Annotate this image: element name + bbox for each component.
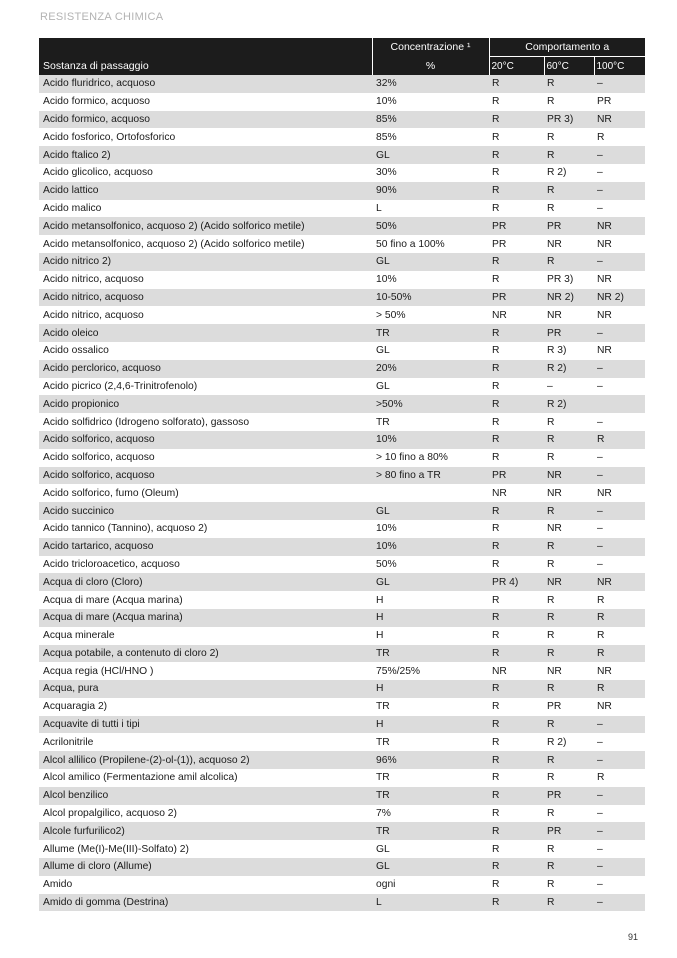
table-row (39, 324, 645, 342)
cell-temp-100: – (594, 858, 645, 876)
cell-substance: Acqua di cloro (Cloro) (39, 573, 372, 591)
table-row (39, 627, 645, 645)
cell-substance: Acqua di mare (Acqua marina) (39, 591, 372, 609)
cell-temp-100: R (594, 680, 645, 698)
cell-temp-60: PR (544, 217, 594, 235)
cell-temp-60: PR (544, 822, 594, 840)
cell-temp-60: R (544, 253, 594, 271)
cell-substance: Acido solfidrico (Idrogeno solforato), gassoso (39, 413, 372, 431)
cell-temp-100: NR (594, 111, 645, 129)
cell-temp-20: R (489, 342, 544, 360)
cell-temp-60: R (544, 413, 594, 431)
cell-concentration: L (372, 200, 489, 218)
cell-substance: Alcol amilico (Fermentazione amil alcolica) (39, 769, 372, 787)
cell-concentration: 50% (372, 217, 489, 235)
cell-temp-20: R (489, 253, 544, 271)
cell-concentration: H (372, 627, 489, 645)
table-row (39, 93, 645, 111)
cell-temp-60: R 2) (544, 733, 594, 751)
cell-temp-20: R (489, 876, 544, 894)
cell-concentration: TR (372, 324, 489, 342)
cell-temp-20: R (489, 200, 544, 218)
page-number: 91 (628, 932, 639, 942)
cell-substance: Acquaragia 2) (39, 698, 372, 716)
cell-temp-20: R (489, 413, 544, 431)
cell-temp-20: NR (489, 306, 544, 324)
cell-temp-20: R (489, 538, 544, 556)
header-blank (39, 38, 372, 57)
cell-concentration: > 50% (372, 306, 489, 324)
cell-temp-60: PR 3) (544, 271, 594, 289)
cell-concentration: GL (372, 858, 489, 876)
cell-concentration: 10% (372, 431, 489, 449)
cell-substance: Acquavite di tutti i tipi (39, 716, 372, 734)
cell-concentration: > 80 fino a TR (372, 467, 489, 485)
cell-temp-60: R (544, 538, 594, 556)
cell-temp-20: R (489, 93, 544, 111)
cell-temp-20: R (489, 840, 544, 858)
cell-substance: Acido solforico, acquoso (39, 449, 372, 467)
table-row (39, 876, 645, 894)
cell-temp-100: PR (594, 93, 645, 111)
cell-concentration: L (372, 894, 489, 912)
cell-temp-60: R (544, 431, 594, 449)
cell-substance: Acido glicolico, acquoso (39, 164, 372, 182)
cell-temp-20: PR 4) (489, 573, 544, 591)
cell-temp-60: R (544, 627, 594, 645)
cell-concentration: >50% (372, 395, 489, 413)
table-row (39, 538, 645, 556)
cell-concentration: 30% (372, 164, 489, 182)
table-row (39, 342, 645, 360)
cell-temp-60: R (544, 556, 594, 574)
table-row (39, 680, 645, 698)
cell-temp-60: NR (544, 573, 594, 591)
cell-temp-60: R (544, 716, 594, 734)
table-row (39, 484, 645, 502)
table-row (39, 573, 645, 591)
cell-temp-20: R (489, 360, 544, 378)
table-row (39, 502, 645, 520)
cell-temp-60: NR 2) (544, 289, 594, 307)
cell-temp-100: – (594, 822, 645, 840)
cell-substance: Acido nitrico, acquoso (39, 306, 372, 324)
header-concentration: Concentrazione ¹ (372, 38, 489, 57)
cell-concentration: 50% (372, 556, 489, 574)
cell-temp-20: NR (489, 662, 544, 680)
cell-concentration: GL (372, 840, 489, 858)
table-row (39, 271, 645, 289)
section-title: RESISTENZA CHIMICA (40, 11, 164, 23)
cell-concentration: 85% (372, 128, 489, 146)
table-row (39, 520, 645, 538)
cell-temp-60: R (544, 769, 594, 787)
cell-substance: Acido metansolfonico, acquoso 2) (Acido solforico metile) (39, 235, 372, 253)
table-row (39, 840, 645, 858)
cell-temp-100: R (594, 128, 645, 146)
cell-temp-100: R (594, 627, 645, 645)
cell-temp-60: R (544, 146, 594, 164)
header-temp-100: 100°C (594, 57, 645, 76)
cell-concentration: 20% (372, 360, 489, 378)
cell-temp-60: R 2) (544, 164, 594, 182)
cell-concentration: H (372, 591, 489, 609)
cell-temp-100: – (594, 449, 645, 467)
cell-temp-20: R (489, 894, 544, 912)
cell-concentration: GL (372, 502, 489, 520)
table-row (39, 378, 645, 396)
cell-temp-100: – (594, 840, 645, 858)
cell-temp-60: R (544, 128, 594, 146)
cell-substance: Alcol allilico (Propilene-(2)-ol-(1)), acquoso 2) (39, 751, 372, 769)
cell-substance: Acido metansolfonico, acquoso 2) (Acido solforico metile) (39, 217, 372, 235)
cell-substance: Acqua di mare (Acqua marina) (39, 609, 372, 627)
cell-concentration: GL (372, 146, 489, 164)
cell-concentration: 10% (372, 538, 489, 556)
cell-substance: Acido oleico (39, 324, 372, 342)
table-row (39, 662, 645, 680)
table-row (39, 111, 645, 129)
cell-temp-60: PR (544, 698, 594, 716)
cell-temp-60: R (544, 840, 594, 858)
cell-temp-100: – (594, 378, 645, 396)
cell-substance: Allume (Me(I)-Me(III)-Solfato) 2) (39, 840, 372, 858)
cell-concentration: ogni (372, 876, 489, 894)
header-behavior: Comportamento a (489, 38, 645, 57)
cell-substance: Acido tricloroacetico, acquoso (39, 556, 372, 574)
cell-temp-100: – (594, 520, 645, 538)
cell-substance: Acqua potabile, a contenuto di cloro 2) (39, 645, 372, 663)
cell-concentration: H (372, 609, 489, 627)
table-row (39, 235, 645, 253)
table-row (39, 894, 645, 912)
table-row (39, 449, 645, 467)
table-row (39, 360, 645, 378)
cell-substance: Acido formico, acquoso (39, 111, 372, 129)
cell-temp-100: – (594, 324, 645, 342)
cell-substance: Acido solforico, acquoso (39, 431, 372, 449)
cell-concentration: TR (372, 822, 489, 840)
cell-concentration: > 10 fino a 80% (372, 449, 489, 467)
cell-substance: Amido di gomma (Destrina) (39, 894, 372, 912)
cell-temp-20: R (489, 502, 544, 520)
cell-temp-60: NR (544, 235, 594, 253)
cell-temp-20: PR (489, 289, 544, 307)
cell-temp-60: R (544, 645, 594, 663)
cell-temp-60: R (544, 858, 594, 876)
cell-temp-20: R (489, 146, 544, 164)
cell-concentration: TR (372, 769, 489, 787)
cell-temp-100: R (594, 591, 645, 609)
cell-concentration: 10-50% (372, 289, 489, 307)
cell-temp-100: NR (594, 306, 645, 324)
cell-concentration: 7% (372, 805, 489, 823)
cell-temp-60: NR (544, 484, 594, 502)
cell-temp-60: – (544, 378, 594, 396)
cell-temp-100: – (594, 360, 645, 378)
cell-substance: Acido malico (39, 200, 372, 218)
cell-temp-20: R (489, 751, 544, 769)
cell-temp-100: – (594, 75, 645, 93)
cell-temp-100: – (594, 787, 645, 805)
cell-temp-20: R (489, 680, 544, 698)
cell-temp-60: R (544, 591, 594, 609)
cell-concentration: H (372, 680, 489, 698)
cell-substance: Acido fluridrico, acquoso (39, 75, 372, 93)
cell-substance: Amido (39, 876, 372, 894)
cell-concentration: 10% (372, 271, 489, 289)
cell-temp-60: R (544, 609, 594, 627)
table-row (39, 253, 645, 271)
table-row (39, 645, 645, 663)
cell-substance: Acido ossalico (39, 342, 372, 360)
cell-temp-60: R (544, 200, 594, 218)
cell-substance: Acido tannico (Tannino), acquoso 2) (39, 520, 372, 538)
cell-temp-60: R (544, 876, 594, 894)
table-row (39, 609, 645, 627)
cell-temp-20: R (489, 556, 544, 574)
cell-substance: Acido perclorico, acquoso (39, 360, 372, 378)
cell-temp-60: PR (544, 324, 594, 342)
header-substance: Sostanza di passaggio (39, 57, 372, 76)
cell-substance: Allume di cloro (Allume) (39, 858, 372, 876)
cell-temp-100: NR (594, 662, 645, 680)
table-row (39, 858, 645, 876)
cell-temp-100: NR 2) (594, 289, 645, 307)
cell-temp-100: NR (594, 271, 645, 289)
cell-temp-20: NR (489, 484, 544, 502)
table-row (39, 716, 645, 734)
cell-temp-100: NR (594, 342, 645, 360)
table-row (39, 769, 645, 787)
table-row (39, 805, 645, 823)
cell-concentration: GL (372, 342, 489, 360)
cell-temp-60: R (544, 751, 594, 769)
cell-temp-20: R (489, 378, 544, 396)
cell-substance: Acido lattico (39, 182, 372, 200)
cell-temp-100: – (594, 502, 645, 520)
table-row (39, 787, 645, 805)
cell-temp-100: – (594, 413, 645, 431)
cell-temp-20: R (489, 733, 544, 751)
cell-concentration: GL (372, 573, 489, 591)
cell-concentration: TR (372, 787, 489, 805)
cell-temp-60: PR (544, 787, 594, 805)
cell-temp-100: – (594, 200, 645, 218)
cell-temp-20: R (489, 609, 544, 627)
cell-temp-20: R (489, 182, 544, 200)
cell-temp-100: – (594, 751, 645, 769)
cell-temp-100: NR (594, 573, 645, 591)
cell-temp-60: NR (544, 662, 594, 680)
cell-temp-20: R (489, 128, 544, 146)
cell-temp-20: R (489, 271, 544, 289)
cell-temp-60: R (544, 75, 594, 93)
table-row (39, 306, 645, 324)
cell-temp-20: R (489, 75, 544, 93)
cell-temp-60: R (544, 182, 594, 200)
cell-temp-20: R (489, 627, 544, 645)
cell-substance: Alcol benzilico (39, 787, 372, 805)
cell-temp-100: – (594, 733, 645, 751)
cell-temp-60: R 3) (544, 342, 594, 360)
table-row (39, 467, 645, 485)
cell-concentration: H (372, 716, 489, 734)
cell-temp-100 (594, 395, 645, 413)
cell-temp-20: R (489, 822, 544, 840)
cell-temp-100: – (594, 805, 645, 823)
cell-temp-20: R (489, 591, 544, 609)
cell-temp-60: NR (544, 306, 594, 324)
cell-temp-100: NR (594, 698, 645, 716)
cell-temp-20: R (489, 395, 544, 413)
cell-temp-100: R (594, 645, 645, 663)
cell-concentration: TR (372, 733, 489, 751)
cell-substance: Alcol propalgilico, acquoso 2) (39, 805, 372, 823)
cell-temp-60: R 2) (544, 395, 594, 413)
cell-temp-20: R (489, 431, 544, 449)
cell-substance: Acido ftalico 2) (39, 146, 372, 164)
cell-temp-20: R (489, 858, 544, 876)
cell-temp-100: – (594, 146, 645, 164)
cell-substance: Acido fosforico, Ortofosforico (39, 128, 372, 146)
chemical-resistance-table (39, 38, 645, 911)
cell-substance: Acido nitrico, acquoso (39, 271, 372, 289)
cell-temp-20: R (489, 111, 544, 129)
cell-substance: Alcole furfurilico2) (39, 822, 372, 840)
cell-temp-100: – (594, 164, 645, 182)
header-temp-60: 60°C (544, 57, 594, 76)
cell-concentration: GL (372, 253, 489, 271)
cell-temp-100: – (594, 556, 645, 574)
cell-temp-60: NR (544, 467, 594, 485)
cell-substance: Acido tartarico, acquoso (39, 538, 372, 556)
header-percent: % (372, 57, 489, 76)
cell-temp-100: – (594, 894, 645, 912)
cell-substance: Acido propionico (39, 395, 372, 413)
table-row (39, 75, 645, 93)
table-row (39, 182, 645, 200)
cell-temp-60: R 2) (544, 360, 594, 378)
cell-temp-20: R (489, 716, 544, 734)
cell-temp-60: R (544, 680, 594, 698)
table-row (39, 146, 645, 164)
cell-concentration: TR (372, 645, 489, 663)
table-row (39, 431, 645, 449)
cell-temp-60: R (544, 449, 594, 467)
cell-concentration: 75%/25% (372, 662, 489, 680)
cell-substance: Acqua minerale (39, 627, 372, 645)
cell-temp-100: NR (594, 217, 645, 235)
cell-concentration: 85% (372, 111, 489, 129)
cell-temp-100: – (594, 876, 645, 894)
cell-temp-60: R (544, 93, 594, 111)
cell-substance: Acqua regia (HCl/HNO ) (39, 662, 372, 680)
cell-temp-100: NR (594, 484, 645, 502)
cell-temp-20: R (489, 787, 544, 805)
cell-temp-20: R (489, 769, 544, 787)
cell-temp-100: R (594, 431, 645, 449)
cell-temp-100: NR (594, 235, 645, 253)
table-row (39, 289, 645, 307)
table-row (39, 128, 645, 146)
cell-substance: Acido picrico (2,4,6-Trinitrofenolo) (39, 378, 372, 396)
cell-temp-100: – (594, 467, 645, 485)
cell-temp-100: – (594, 716, 645, 734)
cell-temp-20: PR (489, 217, 544, 235)
cell-substance: Acido solforico, fumo (Oleum) (39, 484, 372, 502)
table-body (39, 75, 645, 911)
cell-temp-60: PR 3) (544, 111, 594, 129)
cell-concentration (372, 484, 489, 502)
cell-concentration: 10% (372, 520, 489, 538)
header-temp-20: 20°C (489, 57, 544, 76)
cell-temp-20: PR (489, 467, 544, 485)
cell-concentration: 90% (372, 182, 489, 200)
table-row (39, 395, 645, 413)
cell-concentration: 96% (372, 751, 489, 769)
cell-temp-20: PR (489, 235, 544, 253)
cell-concentration: GL (372, 378, 489, 396)
cell-substance: Acido nitrico, acquoso (39, 289, 372, 307)
cell-temp-100: R (594, 769, 645, 787)
cell-temp-20: R (489, 520, 544, 538)
cell-concentration: 10% (372, 93, 489, 111)
table-row (39, 200, 645, 218)
cell-temp-60: R (544, 502, 594, 520)
table-row (39, 217, 645, 235)
cell-temp-100: R (594, 609, 645, 627)
cell-temp-100: – (594, 538, 645, 556)
table-row (39, 591, 645, 609)
cell-concentration: 32% (372, 75, 489, 93)
table-row (39, 556, 645, 574)
cell-temp-60: R (544, 805, 594, 823)
cell-temp-60: NR (544, 520, 594, 538)
table-row (39, 698, 645, 716)
cell-substance: Acido solforico, acquoso (39, 467, 372, 485)
table-row (39, 164, 645, 182)
cell-concentration: TR (372, 698, 489, 716)
cell-substance: Acido formico, acquoso (39, 93, 372, 111)
cell-temp-20: R (489, 805, 544, 823)
cell-substance: Acqua, pura (39, 680, 372, 698)
cell-temp-20: R (489, 645, 544, 663)
cell-substance: Acido nitrico 2) (39, 253, 372, 271)
table-row (39, 822, 645, 840)
cell-temp-20: R (489, 164, 544, 182)
cell-temp-60: R (544, 894, 594, 912)
cell-substance: Acido succinico (39, 502, 372, 520)
cell-temp-20: R (489, 449, 544, 467)
table-row (39, 413, 645, 431)
cell-temp-100: – (594, 253, 645, 271)
table-row (39, 733, 645, 751)
cell-concentration: 50 fino a 100% (372, 235, 489, 253)
cell-concentration: TR (372, 413, 489, 431)
cell-temp-20: R (489, 324, 544, 342)
cell-temp-100: – (594, 182, 645, 200)
cell-substance: Acrilonitrile (39, 733, 372, 751)
table-row (39, 751, 645, 769)
cell-temp-20: R (489, 698, 544, 716)
